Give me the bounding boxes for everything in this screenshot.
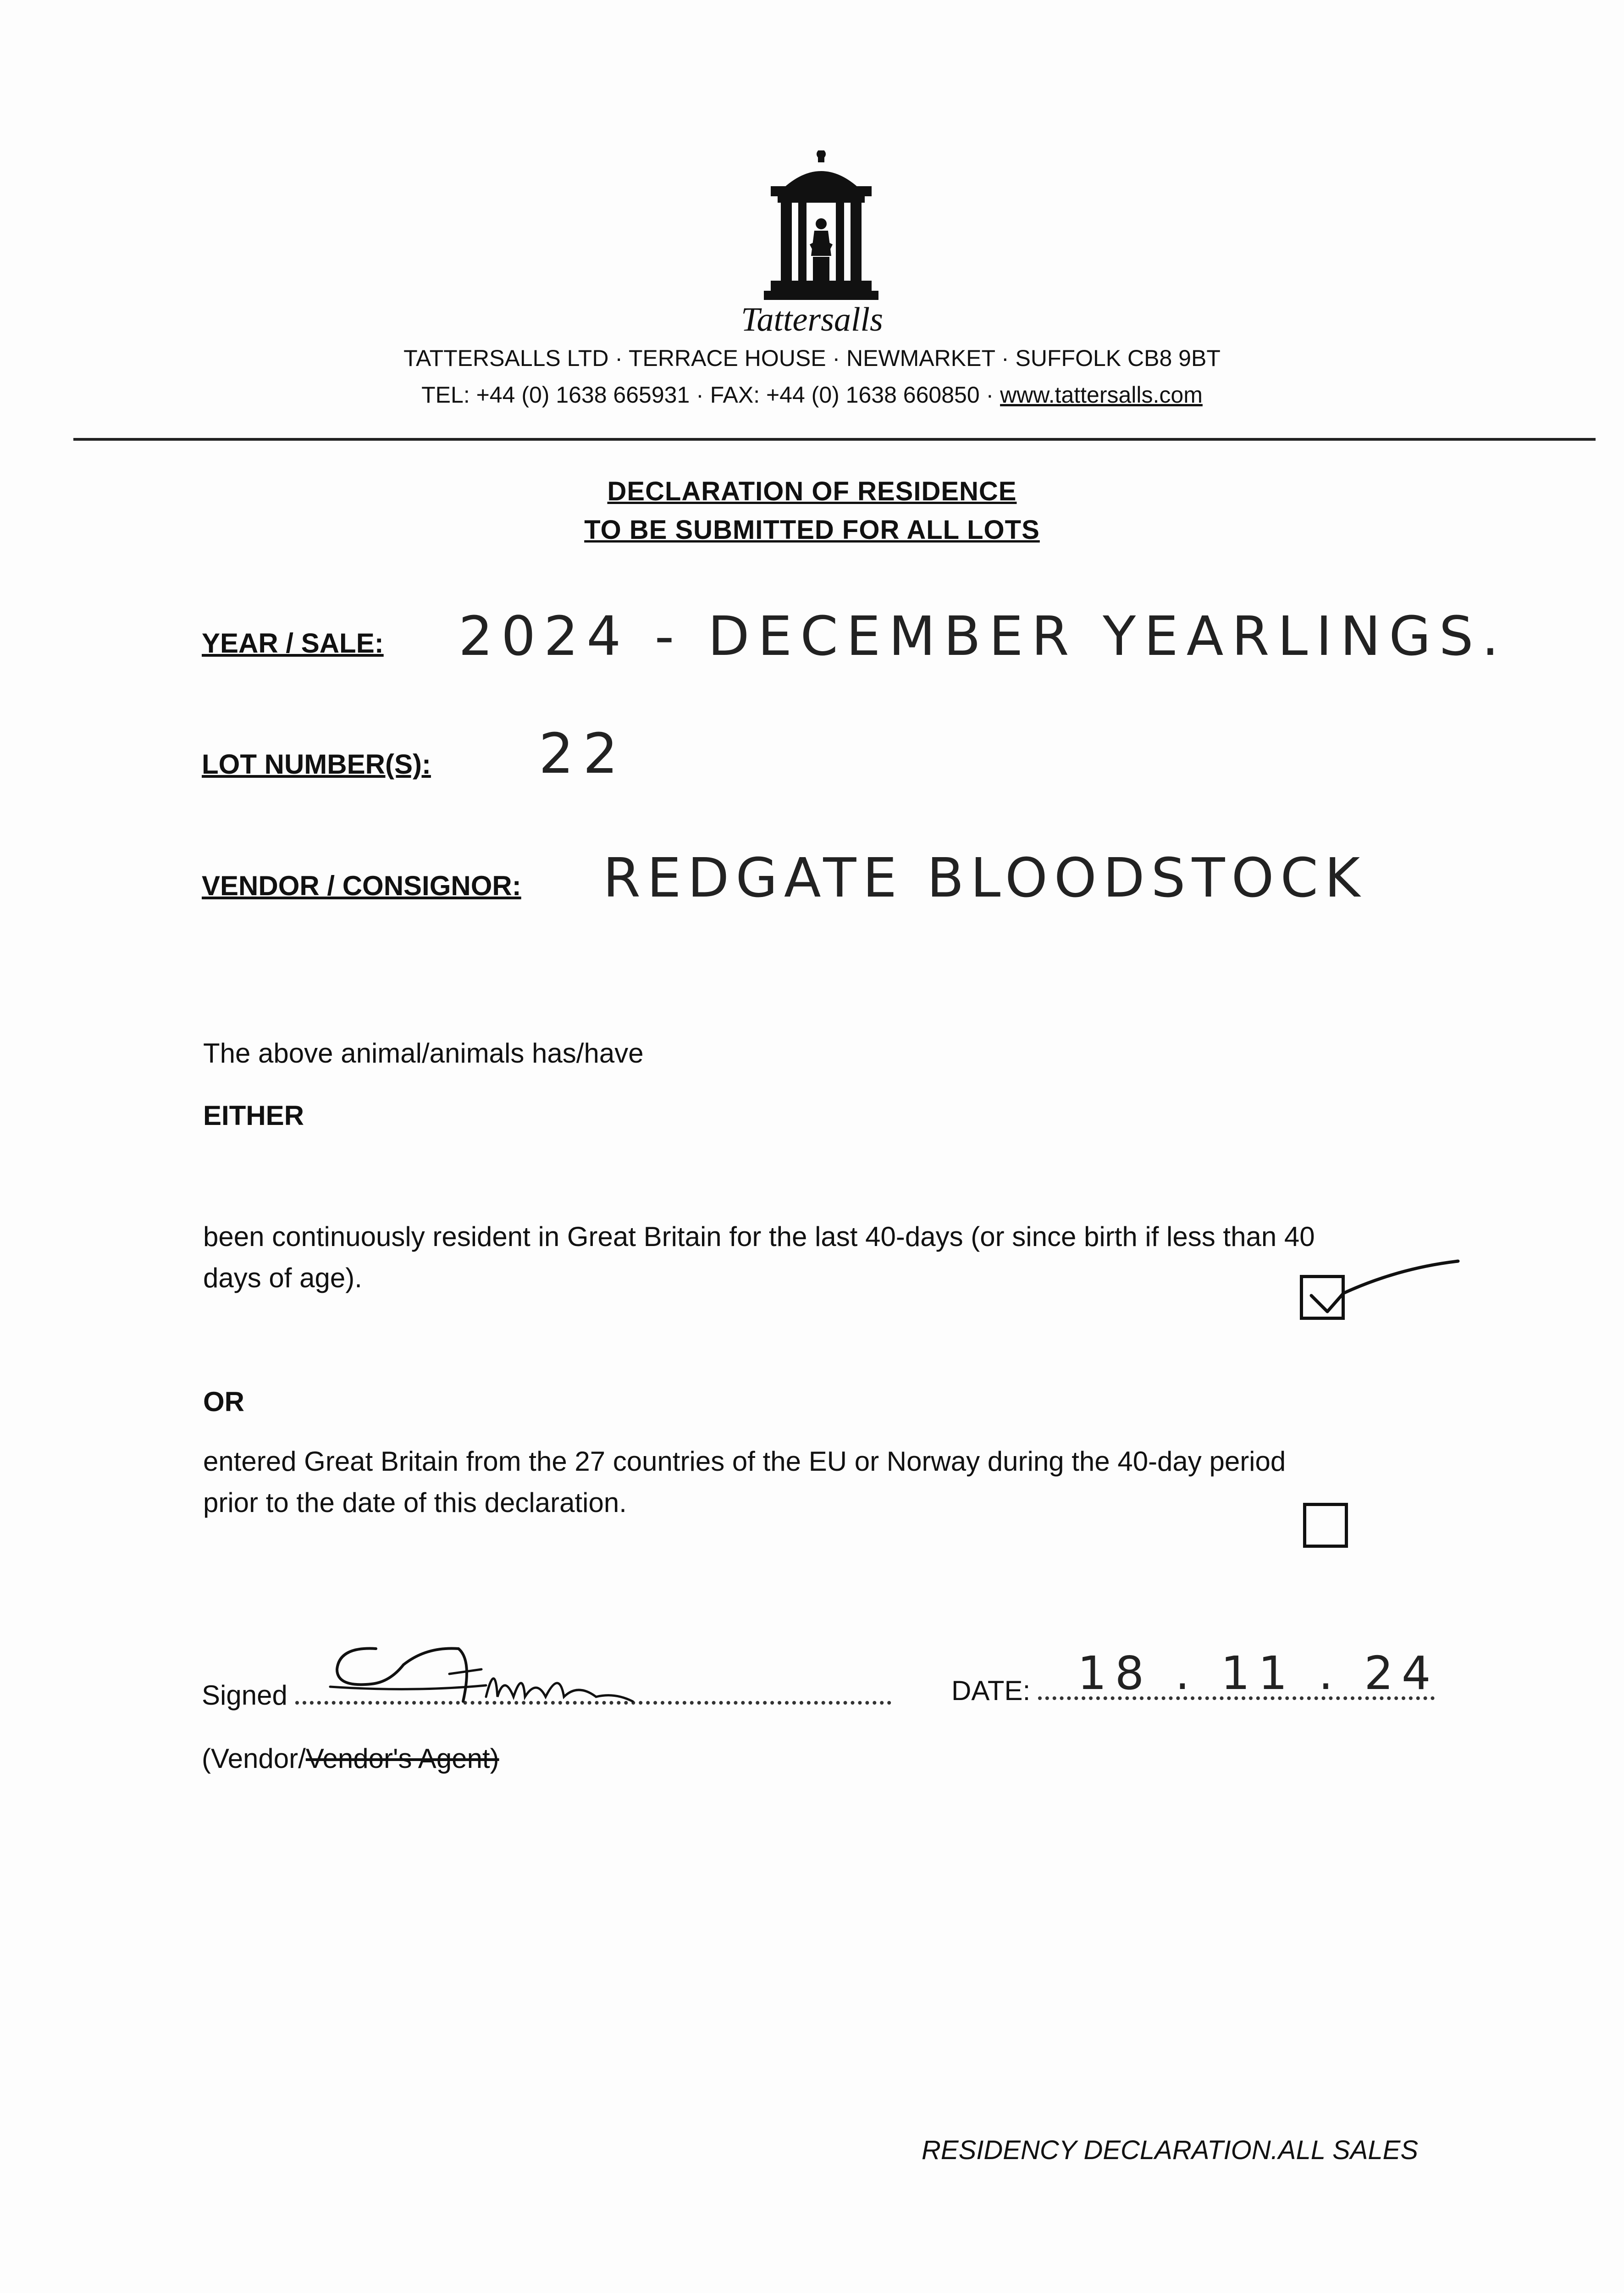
form-subtitle: TO BE SUBMITTED FOR ALL LOTS [584,515,1040,545]
lot-number-value[interactable]: 22 [539,722,627,786]
option2-text-line2: prior to the date of this declaration. [203,1487,627,1518]
signed-label: Signed [202,1680,287,1711]
role-vendor: (Vendor/ [202,1743,306,1774]
date-label: DATE: [951,1675,1031,1706]
intro-text: The above animal/animals has/have [203,1038,644,1069]
vendor-consignor-value[interactable]: REDGATE BLOODSTOCK [603,846,1367,909]
footer-text: RESIDENCY DECLARATION.ALL SALES [922,2135,1419,2165]
option2-checkbox[interactable] [1303,1503,1348,1548]
lot-number-label: LOT NUMBER(S): [202,749,431,780]
option1-text-line2: days of age). [203,1263,362,1293]
form-title: DECLARATION OF RESIDENCE [607,476,1017,506]
header-divider [73,438,1596,441]
company-contact [308,382,1316,408]
option2-text-line1: entered Great Britain from the 27 countries of the EU or Norway during the 40-day period [203,1446,1286,1477]
brand-name: Tattersalls [741,301,883,338]
option1-text-line1: been continuously resident in Great Britain for the last 40-days (or since birth if less than 40 [203,1221,1315,1252]
either-label: EITHER [203,1100,304,1131]
tattersalls-rotunda-icon [752,150,890,302]
year-sale-value[interactable]: 2024 - DECEMBER YEARLINGS. [458,604,1508,668]
or-label: OR [203,1386,244,1417]
role-vendor-agent-struck: Vendor's Agent) [305,1743,499,1774]
checkmark-icon [1293,1252,1467,1335]
vendor-consignor-label: VENDOR / CONSIGNOR: [202,870,521,901]
date-value[interactable]: 18 . 11 . 24 [1077,1646,1439,1700]
handwritten-signature [321,1633,679,1711]
year-sale-label: YEAR / SALE: [202,628,384,659]
company-address: TATTERSALLS LTD · TERRACE HOUSE · NEWMARKET · SUFFOLK CB8 9BT [403,345,1221,371]
website-link[interactable]: www.tattersalls.com [1000,382,1203,408]
contact-numbers: TEL: +44 (0) 1638 665931 · FAX: +44 (0) 1638 660850 · [421,382,1000,408]
signer-role [202,1743,499,1774]
